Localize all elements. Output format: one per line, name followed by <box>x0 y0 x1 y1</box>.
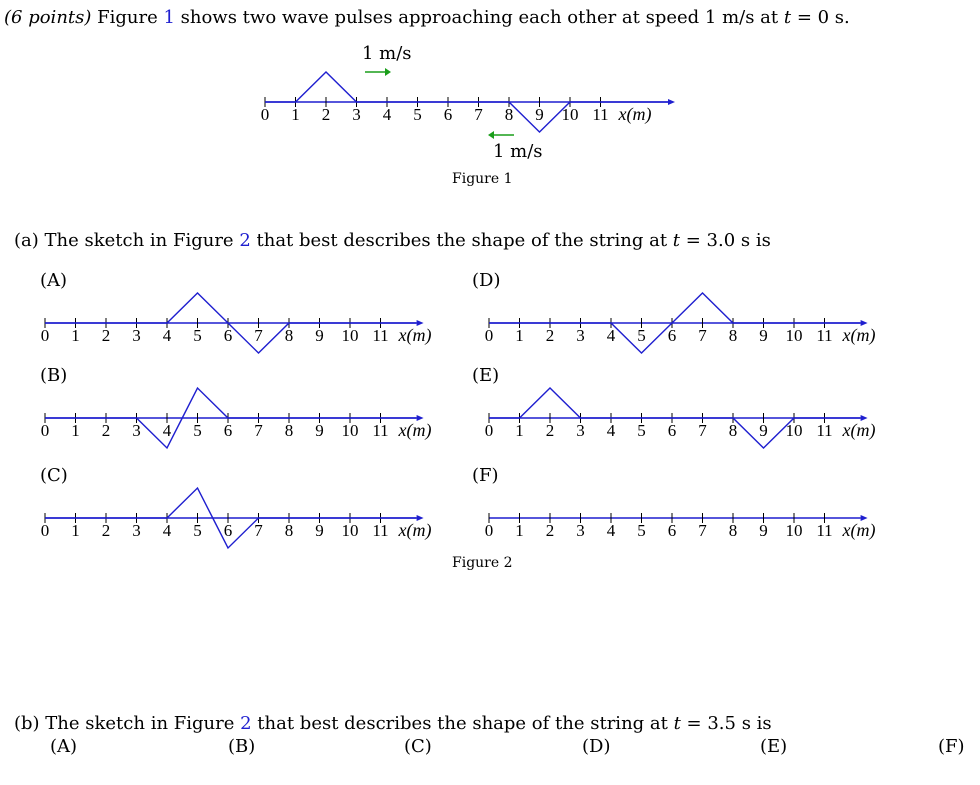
axis-tick-label: 9 <box>535 105 544 124</box>
axis-tick-label: 4 <box>606 326 616 345</box>
axis-tick-label: 10 <box>785 421 803 440</box>
axis-tick-label: 2 <box>545 421 555 440</box>
axis-tick-label: 6 <box>443 105 453 124</box>
figure-2-ref-b[interactable]: 2 <box>240 713 252 734</box>
axis-tick-label: 0 <box>260 105 270 124</box>
axis-tick-label: 9 <box>315 421 324 440</box>
option-label-e: (E) <box>472 365 500 386</box>
axis-tick-label: 6 <box>223 521 233 540</box>
figure-2-caption: Figure 2 <box>452 555 513 571</box>
option-plot-e <box>485 388 876 448</box>
axis-tick-label: 0 <box>484 421 494 440</box>
axis-tick-label: 4 <box>162 521 172 540</box>
axis-tick-label: 7 <box>254 326 263 345</box>
axis-tick-label: 7 <box>254 521 263 540</box>
axis-tick-label: 6 <box>667 421 677 440</box>
axis-tick-label: 2 <box>101 421 111 440</box>
axis-tick-label: 10 <box>341 326 359 345</box>
axis-tick-label: 2 <box>101 326 111 345</box>
axis-tick-label: 2 <box>321 105 331 124</box>
axis-tick-label: 1 <box>71 421 80 440</box>
axis-tick-label: 10 <box>785 521 803 540</box>
axis-label: x(m) <box>842 520 876 540</box>
axis-tick-label: 6 <box>223 326 233 345</box>
choice-d[interactable]: (D) <box>582 736 611 757</box>
axis-tick-label: 2 <box>545 326 555 345</box>
part-b-question: (b) The sketch in Figure 2 that best describes the shape of the string at t = 3.5 s is <box>14 713 772 734</box>
axis-tick-label: 8 <box>728 326 738 345</box>
axis-tick-label: 9 <box>315 326 324 345</box>
axis-tick-label: 11 <box>372 326 389 345</box>
option-label-a: (A) <box>40 270 68 291</box>
axis-tick-label: 8 <box>504 105 514 124</box>
axis-tick-label: 11 <box>816 326 833 345</box>
option-plot-d <box>485 293 876 353</box>
axis-tick-label: 3 <box>132 326 141 345</box>
axis-tick-label: 0 <box>40 521 50 540</box>
axis-tick-label: 8 <box>284 521 294 540</box>
axis-tick-label: 4 <box>606 521 616 540</box>
axis-tick-label: 3 <box>576 521 585 540</box>
choice-c[interactable]: (C) <box>404 736 432 757</box>
axis-tick-label: 0 <box>484 521 494 540</box>
speed-label-top: 1 m/s <box>362 43 412 64</box>
axis-tick-label: 4 <box>382 105 392 124</box>
axis-tick-label: 5 <box>637 521 646 540</box>
axis-tick-label: 0 <box>484 326 494 345</box>
axis-label: x(m) <box>618 104 652 124</box>
axis-tick-label: 9 <box>759 326 768 345</box>
axis-tick-label: 6 <box>667 521 677 540</box>
axis-tick-label: 1 <box>71 326 80 345</box>
axis-tick-label: 8 <box>728 521 738 540</box>
axis-tick-label: 11 <box>816 421 833 440</box>
problem-intro: (6 points) Figure 1 shows two wave pulses approaching each other at speed 1 m/s at t = 0 s. <box>4 7 850 28</box>
axis-tick-label: 10 <box>785 326 803 345</box>
option-label-c: (C) <box>40 465 68 486</box>
axis-tick-label: 11 <box>816 521 833 540</box>
option-label-f: (F) <box>472 465 499 486</box>
axis-tick-label: 2 <box>101 521 111 540</box>
axis-tick-label: 0 <box>40 326 50 345</box>
axis-tick-label: 7 <box>474 105 483 124</box>
choice-e[interactable]: (E) <box>760 736 788 757</box>
axis-tick-label: 3 <box>576 326 585 345</box>
axis-label: x(m) <box>842 325 876 345</box>
axis-label: x(m) <box>398 325 432 345</box>
axis-tick-label: 11 <box>592 105 609 124</box>
axis-tick-label: 3 <box>576 421 585 440</box>
axis-label: x(m) <box>398 420 432 440</box>
choice-a[interactable]: (A) <box>50 736 78 757</box>
axis-tick-label: 5 <box>193 326 202 345</box>
axis-tick-label: 11 <box>372 521 389 540</box>
axis-tick-label: 7 <box>698 421 707 440</box>
axis-tick-label: 1 <box>515 326 524 345</box>
axis-tick-label: 11 <box>372 421 389 440</box>
axis-tick-label: 10 <box>341 521 359 540</box>
axis-tick-label: 1 <box>515 421 524 440</box>
axis-tick-label: 8 <box>728 421 738 440</box>
axis-tick-label: 9 <box>759 521 768 540</box>
figure-ref[interactable]: 1 <box>163 7 175 28</box>
axis-tick-label: 8 <box>284 421 294 440</box>
axis-tick-label: 7 <box>698 326 707 345</box>
axis-tick-label: 10 <box>561 105 579 124</box>
option-label-b: (B) <box>40 365 68 386</box>
axis-tick-label: 5 <box>637 326 646 345</box>
option-plot-c <box>41 488 432 548</box>
axis-tick-label: 1 <box>515 521 524 540</box>
option-label-d: (D) <box>472 270 501 291</box>
axis-tick-label: 5 <box>413 105 422 124</box>
axis-tick-label: 2 <box>545 521 555 540</box>
option-plot-f <box>485 513 876 541</box>
speed-label-bottom: 1 m/s <box>493 141 543 162</box>
option-plot-a <box>41 293 432 353</box>
axis-tick-label: 6 <box>667 326 677 345</box>
axis-label: x(m) <box>398 520 432 540</box>
axis-tick-label: 9 <box>759 421 768 440</box>
axis-tick-label: 5 <box>193 521 202 540</box>
axis-tick-label: 9 <box>315 521 324 540</box>
axis-tick-label: 5 <box>193 421 202 440</box>
axis-tick-label: 4 <box>606 421 616 440</box>
figure-2-ref-a[interactable]: 2 <box>239 230 251 251</box>
axis-tick-label: 1 <box>291 105 300 124</box>
points-label: (6 points) <box>4 7 92 28</box>
axis-tick-label: 7 <box>254 421 263 440</box>
axis-tick-label: 5 <box>637 421 646 440</box>
choice-f[interactable]: (F) <box>938 736 965 757</box>
figure-1-caption: Figure 1 <box>452 171 513 187</box>
axis-tick-label: 4 <box>162 421 172 440</box>
axis-label: x(m) <box>842 420 876 440</box>
axis-tick-label: 1 <box>71 521 80 540</box>
axis-tick-label: 8 <box>284 326 294 345</box>
axis-tick-label: 6 <box>223 421 233 440</box>
part-a-question: (a) The sketch in Figure 2 that best describes the shape of the string at t = 3.0 s is <box>14 230 771 251</box>
axis-tick-label: 3 <box>352 105 361 124</box>
axis-tick-label: 3 <box>132 521 141 540</box>
axis-tick-label: 3 <box>132 421 141 440</box>
option-plot-b <box>41 388 432 448</box>
axis-tick-label: 10 <box>341 421 359 440</box>
axis-tick-label: 4 <box>162 326 172 345</box>
axis-tick-label: 7 <box>698 521 707 540</box>
axis-tick-label: 0 <box>40 421 50 440</box>
choice-b[interactable]: (B) <box>228 736 256 757</box>
